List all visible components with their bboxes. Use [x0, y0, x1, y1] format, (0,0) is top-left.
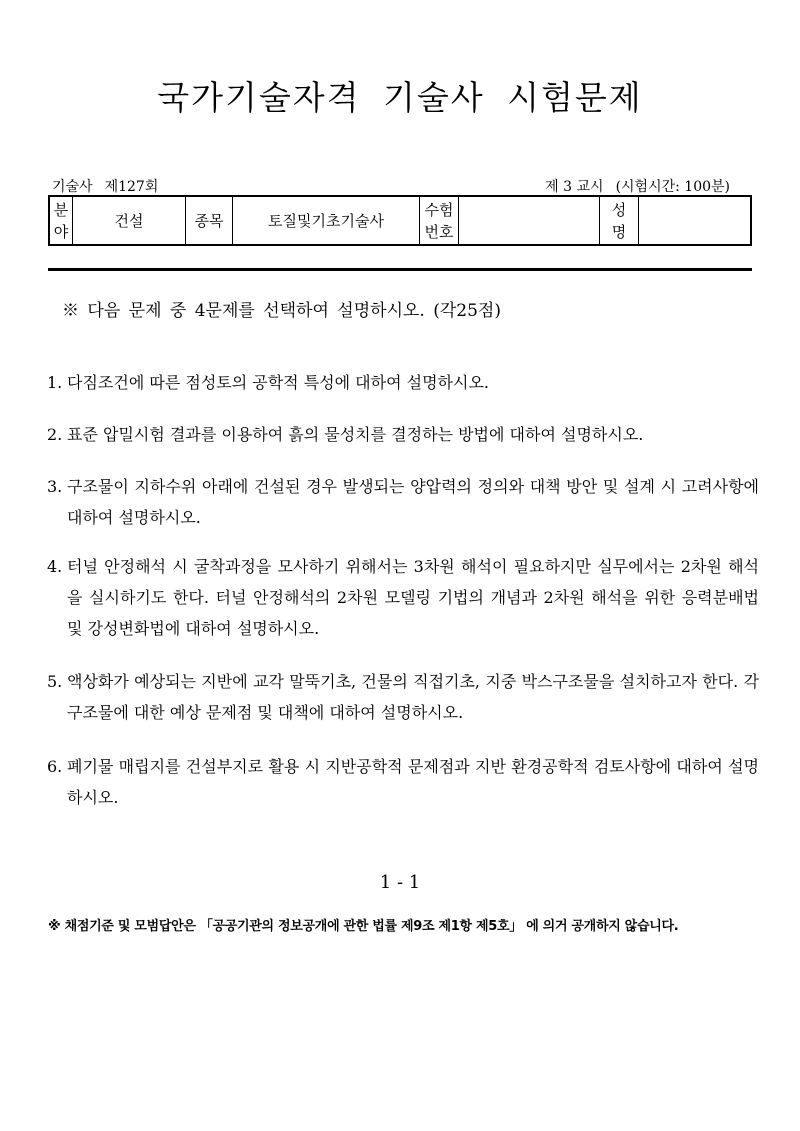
question-item — [47, 751, 759, 813]
exam-grade: 기술사 — [52, 179, 93, 195]
question-text: 다짐조건에 따른 점성토의 공학적 특성에 대하여 설명하시오. — [67, 373, 490, 392]
field-label-cell — [49, 196, 73, 245]
question-text: 폐기물 매립지를 건설부지로 활용 시 지반공학적 문제점과 지반 환경공학적 검토사항에 대하여 설명하시오. — [67, 757, 759, 807]
exam-no-value[interactable] — [459, 196, 600, 245]
footer-notice: ※ 채점기준 및 모범답안은 「공공기관의 정보공개에 관한 법률 제9조 제1항 제5호」 에 의거 공개하지 않습니다. — [48, 919, 679, 934]
field-value: 건설 — [73, 196, 186, 245]
exam-no-label-cell — [420, 196, 459, 245]
exam-round: 제127회 — [104, 179, 159, 195]
exam-meta — [48, 176, 752, 194]
name-label-cell — [600, 196, 639, 245]
question-text: 액상화가 예상되는 지반에 교각 말뚝기초, 건물의 직접기초, 지중 박스구조물을 설치하고자 한다. 각 구조물에 대한 예상 문제점 및 대책에 대하여 설명하시오. — [67, 672, 759, 722]
field-label-2: 야 — [53, 222, 69, 241]
question-item — [47, 419, 759, 450]
exam-title: 국가기술자격 기술사 시험문제 — [157, 78, 643, 117]
instruction-text: ※ 다음 문제 중 4문제를 선택하여 설명하시오. (각25점) — [62, 301, 501, 321]
question-text: 표준 압밀시험 결과를 이용하여 흙의 물성치를 결정하는 방법에 대하여 설명하시오. — [67, 425, 644, 444]
question-item — [47, 666, 759, 728]
field-label-1: 분 — [53, 200, 69, 219]
item-value: 토질및기초기술사 — [233, 196, 420, 245]
item-label: 종목 — [186, 196, 233, 245]
question-number: 3. — [47, 477, 63, 496]
exam-session: 제 3 교시 — [545, 179, 604, 195]
question-text: 터널 안정해석 시 굴착과정을 모사하기 위해서는 3차원 해석이 필요하지만 실무에서는 2차원 해석을 실시하기도 한다. 터널 안정해석의 2차원 모델링 기법의 개념과 2차원 해석을 위한 응력분배법 및 강성변화법에 대하여 설명하시오. — [67, 557, 759, 638]
question-number: 1. — [47, 373, 63, 392]
exam-session-duration — [545, 176, 730, 196]
name-value[interactable] — [639, 196, 752, 245]
name-label-1: 성 — [611, 200, 627, 219]
question-item — [47, 551, 759, 644]
exam-no-label-1: 수험 — [424, 200, 454, 219]
exam-no-label-2: 번호 — [424, 222, 454, 241]
exam-grade-round — [52, 176, 158, 196]
exam-info-table — [48, 195, 752, 246]
name-label-2: 명 — [611, 222, 627, 241]
exam-duration: (시험시간: 100분) — [615, 179, 730, 195]
page-number: 1 - 1 — [379, 872, 421, 893]
question-text: 구조물이 지하수위 아래에 건설된 경우 발생되는 양압력의 정의와 대책 방안 및 설계 시 고려사항에 대하여 설명하시오. — [67, 477, 759, 527]
question-number: 2. — [47, 425, 63, 444]
header-divider — [48, 268, 752, 271]
question-item — [47, 367, 759, 398]
question-number: 6. — [47, 757, 63, 776]
question-number: 5. — [47, 672, 63, 691]
question-number: 4. — [47, 557, 63, 576]
question-item — [47, 471, 759, 533]
